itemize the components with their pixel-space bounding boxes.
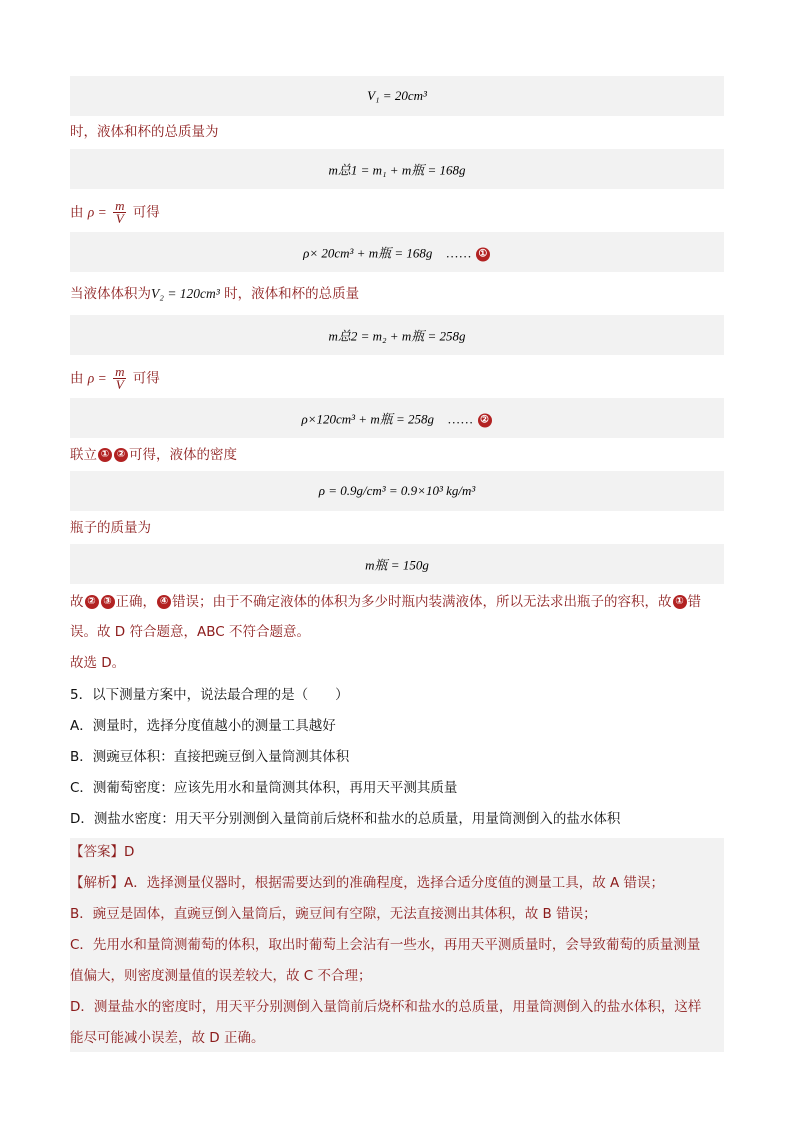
circled-number-4: ④ bbox=[157, 595, 171, 609]
option-b: B．测豌豆体积：直接把豌豆倒入量筒测其体积 bbox=[70, 749, 350, 765]
rho-symbol: ρ = bbox=[87, 370, 107, 386]
text-suffix: 可得，液体的密度 bbox=[129, 447, 237, 463]
circled-number-1: ① bbox=[673, 595, 687, 609]
question-stem: 5．以下测量方案中，说法最合理的是（ ） bbox=[70, 687, 349, 703]
text-part: 故 bbox=[70, 594, 84, 610]
formula-v1-text: V₁ = 20cm³ bbox=[367, 88, 427, 103]
fraction-numerator: m bbox=[115, 198, 125, 213]
option-d: D．测盐水密度：用天平分别测倒入量筒前后烧杯和盐水的总质量，用量筒测倒入的盐水体积 bbox=[70, 811, 621, 827]
formula-equation-1 bbox=[70, 232, 724, 272]
text-prefix: 由 bbox=[70, 204, 84, 221]
formula-bottle-mass bbox=[70, 544, 724, 584]
fraction-m-over-v bbox=[113, 366, 126, 391]
text-part: 错 bbox=[687, 594, 701, 610]
formula-equation-2 bbox=[70, 398, 724, 438]
analysis-c-1: C．先用水和量筒测葡萄的体积，取出时葡萄上会沾有一些水，再用天平测质量时，会导致葡萄的质量测量 bbox=[70, 937, 701, 953]
rho-symbol: ρ = bbox=[87, 204, 107, 220]
fraction-numerator: m bbox=[115, 364, 125, 379]
formula-total-mass-2-text: m总2 = m₂ + m瓶 = 258g bbox=[328, 328, 466, 344]
text-line-5 bbox=[70, 445, 724, 465]
circled-number-3: ③ bbox=[101, 595, 115, 609]
ellipsis: …… bbox=[445, 245, 472, 261]
analysis-d-2: 能尽可能减小误差，故 D 正确。 bbox=[70, 1030, 265, 1046]
option-a: A．测量时，选择分度值越小的测量工具越好 bbox=[70, 718, 336, 734]
text-part: 错误；由于不确定液体的体积为多少时瓶内装满液体，所以无法求出瓶子的容积，故 bbox=[172, 594, 672, 610]
formula-equation-1-row bbox=[70, 242, 724, 261]
fraction-m-over-v bbox=[113, 200, 126, 225]
circled-number-1: ① bbox=[476, 248, 490, 262]
text-prefix: 由 bbox=[70, 370, 84, 387]
formula-equation-2-row bbox=[70, 408, 724, 427]
text-conclusion-2: 误。故 D 符合题意，ABC 不符合题意。 bbox=[70, 624, 310, 640]
text-prefix: 联立 bbox=[70, 447, 97, 463]
text-density-def-1 bbox=[70, 200, 724, 225]
text-suffix: 可得 bbox=[132, 370, 160, 387]
circled-number-2: ② bbox=[114, 448, 128, 462]
fraction-denominator: V bbox=[115, 211, 124, 226]
inline-formula-v2: V₂ = 120cm³ bbox=[151, 286, 220, 301]
text-suffix: 可得 bbox=[132, 204, 160, 221]
text-suffix: 时，液体和杯的总质量 bbox=[219, 286, 360, 302]
circled-number-2: ② bbox=[478, 414, 492, 428]
text-density-def-2 bbox=[70, 366, 724, 391]
analysis-tag: 【解析】 bbox=[70, 875, 124, 891]
formula-total-mass-1-text: m总1 = m₁ + m瓶 = 168g bbox=[328, 162, 466, 178]
formula-density-result-text: ρ = 0.9g/cm³ = 0.9×10³ kg/m³ bbox=[318, 483, 476, 498]
formula-equation-2-text: ρ×120cm³ + m瓶 = 258g bbox=[301, 411, 434, 427]
analysis-c-2: 值偏大，则密度测量值的误差较大，故 C 不合理； bbox=[70, 968, 372, 984]
option-c: C．测葡萄密度：应该先用水和量筒测其体积，再用天平测其质量 bbox=[70, 780, 458, 796]
formula-equation-1-text: ρ× 20cm³ + m瓶 = 168g bbox=[303, 245, 433, 261]
answer-value: D bbox=[124, 844, 135, 860]
text-line-6: 瓶子的质量为 bbox=[70, 520, 151, 536]
analysis-d-1: D．测量盐水的密度时，用天平分别测倒入量筒前后烧杯和盐水的总质量，用量筒测倒入的盐水体积，这样 bbox=[70, 999, 702, 1015]
analysis-a-text: A．选择测量仪器时，根据需要达到的准确程度，选择合适分度值的测量工具，故 A 错误； bbox=[124, 875, 665, 891]
formula-density-result bbox=[70, 471, 724, 511]
text-conclusion-1 bbox=[70, 592, 724, 612]
text-line-3 bbox=[70, 284, 724, 304]
text-choice: 故选 D。 bbox=[70, 655, 126, 671]
formula-v1 bbox=[70, 76, 724, 116]
formula-total-mass-2 bbox=[70, 315, 724, 355]
answer-tag: 【答案】 bbox=[70, 844, 124, 860]
text-prefix: 当液体体积为 bbox=[70, 286, 151, 302]
text-line-1: 时，液体和杯的总质量为 bbox=[70, 124, 219, 140]
analysis-b: B．豌豆是固体，直豌豆倒入量筒后，豌豆间有空隙，无法直接测出其体积，故 B 错误； bbox=[70, 906, 597, 922]
answer-line bbox=[70, 842, 724, 862]
formula-total-mass-1 bbox=[70, 149, 724, 189]
ellipsis: …… bbox=[447, 411, 474, 427]
analysis-a bbox=[70, 873, 724, 893]
circled-number-2: ② bbox=[85, 595, 99, 609]
fraction-denominator: V bbox=[115, 377, 124, 392]
circled-number-1: ① bbox=[98, 448, 112, 462]
text-part: 正确， bbox=[115, 594, 156, 610]
formula-bottle-mass-text: m瓶 = 150g bbox=[365, 557, 429, 573]
